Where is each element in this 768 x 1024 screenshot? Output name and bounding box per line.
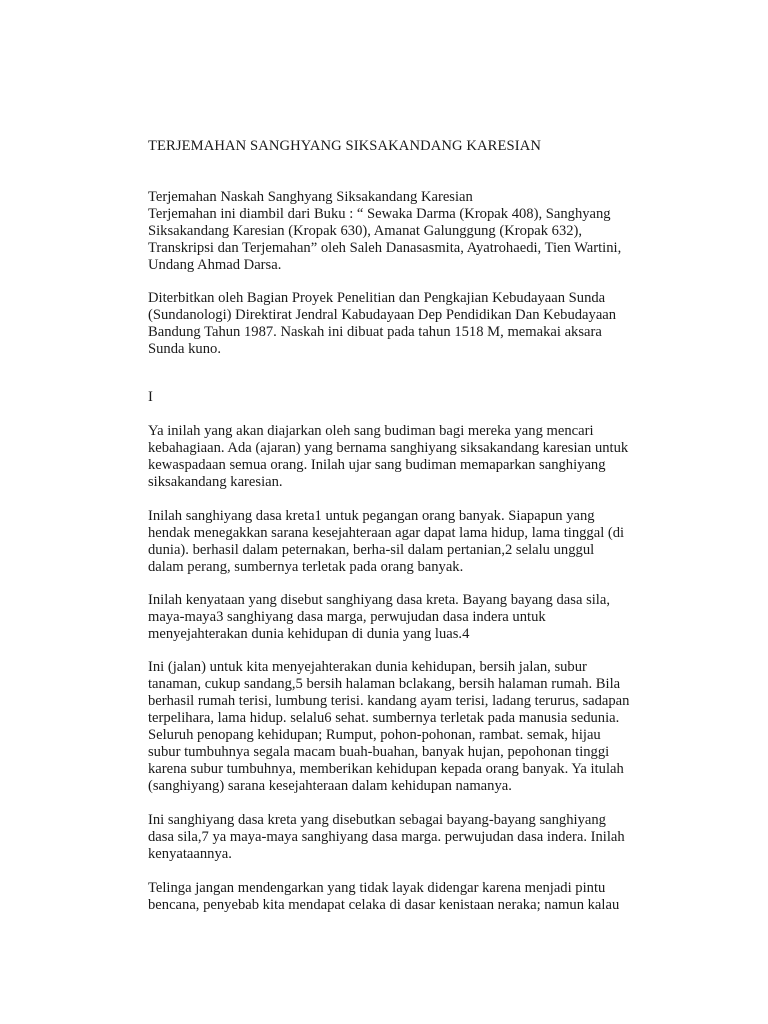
text-line: Terjemahan ini diambil dari Buku : “ Sewaka Darma (Kropak 408), Sanghyang [148, 206, 611, 222]
text-line: Terjemahan Naskah Sanghyang Siksakandang Karesian [148, 189, 473, 205]
text-line: berhasil rumah terisi, lumbung terisi. kandang ayam terisi, ladang terurus, sadapan [148, 693, 630, 709]
text-line: Sunda kuno. [148, 341, 221, 357]
text-line: kebahagiaan. Ada (ajaran) yang bernama sanghiyang siksakandang karesian untuk [148, 440, 629, 456]
text-line: Diterbitkan oleh Bagian Proyek Penelitian dan Pengkajian Kebudayaan Sunda [148, 290, 606, 306]
text-line: (Sundanologi) Direktirat Jendral Kabudayaan Dep Pendidikan Dan Kebudayaan [148, 307, 617, 323]
paragraph-publisher [148, 290, 616, 358]
text-line: siksakandang karesian. [148, 474, 283, 490]
text-line: Seluruh penopang kehidupan; Rumput, pohon-pohonan, rambat. semak, hijau [148, 727, 601, 743]
text-line: Telinga jangan mendengarkan yang tidak layak didengar karena menjadi pintu [148, 880, 606, 896]
text-line: Undang Ahmad Darsa. [148, 257, 282, 273]
paragraph-intro [148, 189, 621, 274]
text-line: Bandung Tahun 1987. Naskah ini dibuat pada tahun 1518 M, memakai aksara [148, 324, 602, 340]
paragraph-5 [148, 812, 625, 863]
text-line: dasa sila,7 ya maya-maya sanghiyang dasa marga. perwujudan dasa indera. Inilah [148, 829, 625, 845]
text-line: subur tumbuhnya segala macam buah-buahan, banyak hujan, pepohonan tinggi [148, 744, 610, 760]
text-line: kewaspadaan semua orang. Inilah ujar sang budiman memaparkan sanghiyang [148, 457, 606, 473]
paragraph-2 [148, 508, 624, 576]
text-line: menyejahterakan dunia kehidupan di dunia yang luas.4 [148, 626, 470, 642]
text-line: Ini (jalan) untuk kita menyejahterakan dunia kehidupan, bersih jalan, subur [148, 659, 587, 675]
text-line: karena subur tumbuhnya, memberikan kehidupan kepada orang banyak. Ya itulah [148, 761, 624, 777]
text-line: Siksakandang Karesian (Kropak 630), Amanat Galunggung (Kropak 632), [148, 223, 583, 239]
paragraph-4 [148, 659, 629, 795]
section-heading [148, 389, 153, 406]
paragraph-1 [148, 423, 628, 491]
text-line: maya-maya3 sanghiyang dasa marga, perwujudan dasa indera untuk [148, 609, 546, 625]
text-line: dalam perang, sumbernya terletak pada orang banyak. [148, 559, 464, 575]
paragraph-3 [148, 592, 610, 643]
section-number: I [148, 389, 153, 405]
text-line: hendak menegakkan sarana kesejahteraan agar dapat lama hidup, lama tinggal (di [148, 525, 625, 541]
text-line: (sanghiyang) sarana kesejahteraan dalam kehidupan namanya. [148, 778, 512, 794]
text-line: terpelihara, lama hidup. selalu6 sehat. sumbernya terletak pada manusia sedunia. [148, 710, 620, 726]
text-line: bencana, penyebab kita mendapat celaka di dasar kenistaan neraka; namun kalau [148, 897, 620, 913]
text-line: dunia). berhasil dalam peternakan, berha-sil dalam pertanian,2 selalu unggul [148, 542, 595, 558]
text-line: tanaman, cukup sandang,5 bersih halaman bclakang, bersih halaman rumah. Bila [148, 676, 621, 692]
document-title: TERJEMAHAN SANGHYANG SIKSAKANDANG KARESIAN [148, 138, 541, 154]
text-line: Transkripsi dan Terjemahan” oleh Saleh Danasasmita, Ayatrohaedi, Tien Wartini, [148, 240, 622, 256]
text-line: Inilah kenyataan yang disebut sanghiyang dasa kreta. Bayang bayang dasa sila, [148, 592, 610, 608]
text-line: Inilah sanghiyang dasa kreta1 untuk pegangan orang banyak. Siapapun yang [148, 508, 595, 524]
paragraph-6 [148, 880, 619, 914]
text-line: Ini sanghiyang dasa kreta yang disebutkan sebagai bayang-bayang sanghiyang [148, 812, 606, 828]
text-line: Ya inilah yang akan diajarkan oleh sang budiman bagi mereka yang mencari [148, 423, 594, 439]
text-line: kenyataannya. [148, 846, 232, 862]
